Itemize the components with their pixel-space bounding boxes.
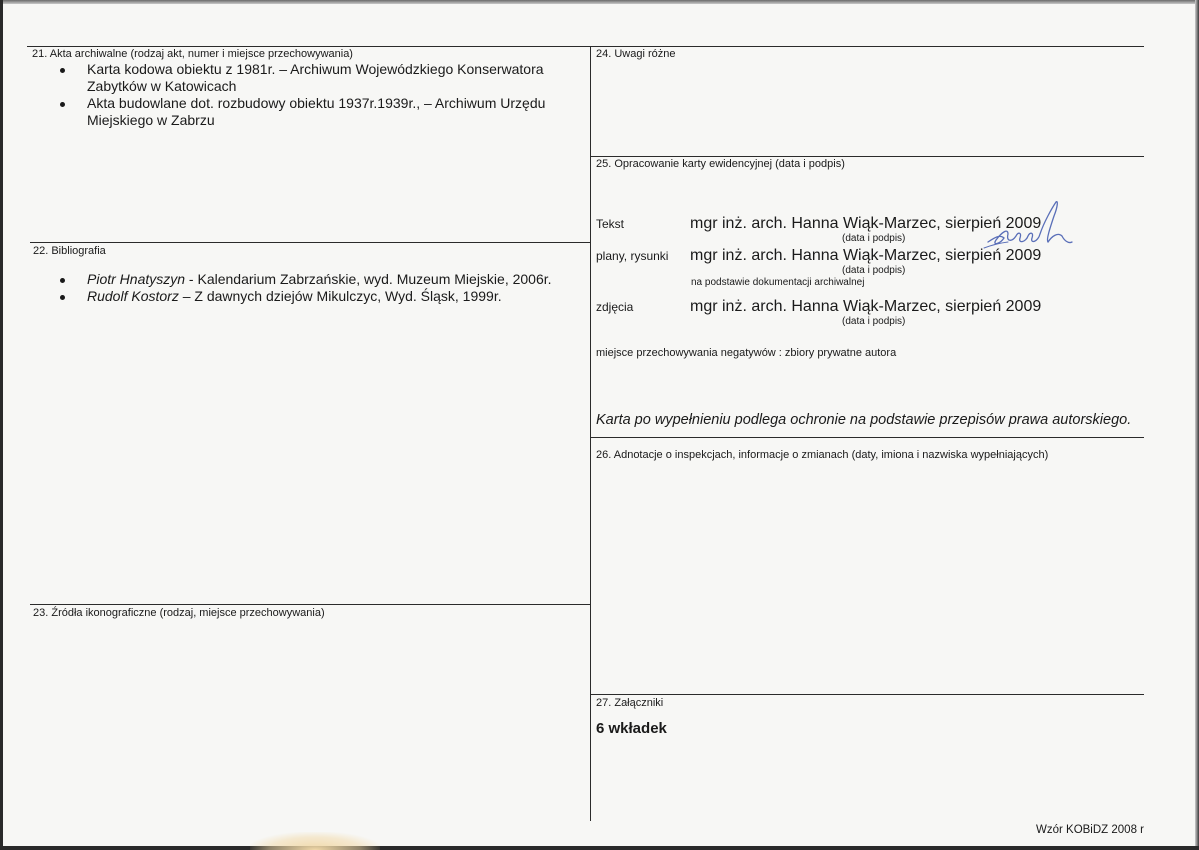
list-item: Akta budowlane dot. rozbudowy obiektu 1937r.1939r., – Archiwum Urzędu Miejskiego w Zabrzu <box>33 95 583 129</box>
row-label-photos: zdjęcia <box>596 300 634 314</box>
paper-stain <box>250 832 380 850</box>
date-signature-caption: (data i podpis) <box>842 316 906 327</box>
rule-section22 <box>30 242 590 243</box>
row-label-text: Tekst <box>596 217 625 231</box>
author: Rudolf Kostorz <box>87 288 179 304</box>
bullet-icon <box>60 278 65 283</box>
column-divider <box>590 46 591 821</box>
date-signature-caption: (data i podpis) <box>842 233 906 244</box>
list-item: Karta kodowa obiektu z 1981r. – Archiwum Wojewódzkiego Konserwatora Zabytków w Katowicach <box>33 61 583 95</box>
section-23-label: 23. Źródła ikonograficzne (rodzaj, miejsce przechowywania) <box>33 607 325 619</box>
archival-basis-note: na podstawie dokumentacji archiwalnej <box>691 277 865 288</box>
bullet-icon <box>60 102 65 107</box>
author-name: mgr inż. arch. Hanna Wiąk-Marzec, sierpień 2009 <box>690 298 1042 315</box>
handwritten-signature <box>978 198 1074 260</box>
date-signature-caption: (data i podpis) <box>842 265 906 276</box>
section-21-label: 21. Akta archiwalne (rodzaj akt, numer i miejsce przechowywania) <box>32 48 353 60</box>
bullet-icon <box>60 295 65 300</box>
row-label-plans: plany, rysunki <box>596 249 669 263</box>
top-rule <box>27 46 1144 47</box>
rule-section23 <box>30 604 590 605</box>
section-24-label: 24. Uwagi różne <box>596 48 676 60</box>
section-27-label: 27. Załączniki <box>596 697 664 709</box>
copyright-notice: Karta po wypełnieniu podlega ochronie na podstawie przepisów prawa autorskiego. <box>596 412 1132 428</box>
scan-border-top <box>0 0 1199 4</box>
rule-section26 <box>590 437 1144 438</box>
section-25-label: 25. Opracowanie karty ewidencyjnej (data i podpis) <box>596 158 845 170</box>
scan-border-left <box>0 0 3 850</box>
scan-border-right <box>1195 0 1199 850</box>
bullet-icon <box>60 68 65 73</box>
author: Piotr Hnatyszyn <box>87 271 186 287</box>
author-name: mgr inż. arch. Hanna Wiąk-Marzec, sierpień 2009 <box>690 215 1042 232</box>
list-item: Rudolf Kostorz – Z dawnych dziejów Mikulczyc, Wyd. Śląsk, 1999r. <box>33 288 583 305</box>
attachments-count: 6 wkładek <box>596 720 667 737</box>
section-22-label: 22. Bibliografia <box>33 245 106 257</box>
rule-section27 <box>590 694 1144 695</box>
author-name: mgr inż. arch. Hanna Wiąk-Marzec, sierpień 2009 <box>690 247 1042 264</box>
section-26-label: 26. Adnotacje o inspekcjach, informacje o zmianach (daty, imiona i nazwiska wypełniających) <box>596 449 1049 461</box>
negatives-storage: miejsce przechowywania negatywów : zbiory prywatne autora <box>596 347 897 359</box>
form-template-footer: Wzór KOBiDZ 2008 r <box>1036 824 1144 836</box>
list-item: Piotr Hnatyszyn - Kalendarium Zabrzańskie, wyd. Muzeum Miejskie, 2006r. <box>33 271 583 288</box>
archival-records-list <box>33 61 583 129</box>
rule-section25 <box>590 156 1144 157</box>
scan-border-bottom <box>0 846 1199 850</box>
bibliography-list <box>33 271 583 305</box>
